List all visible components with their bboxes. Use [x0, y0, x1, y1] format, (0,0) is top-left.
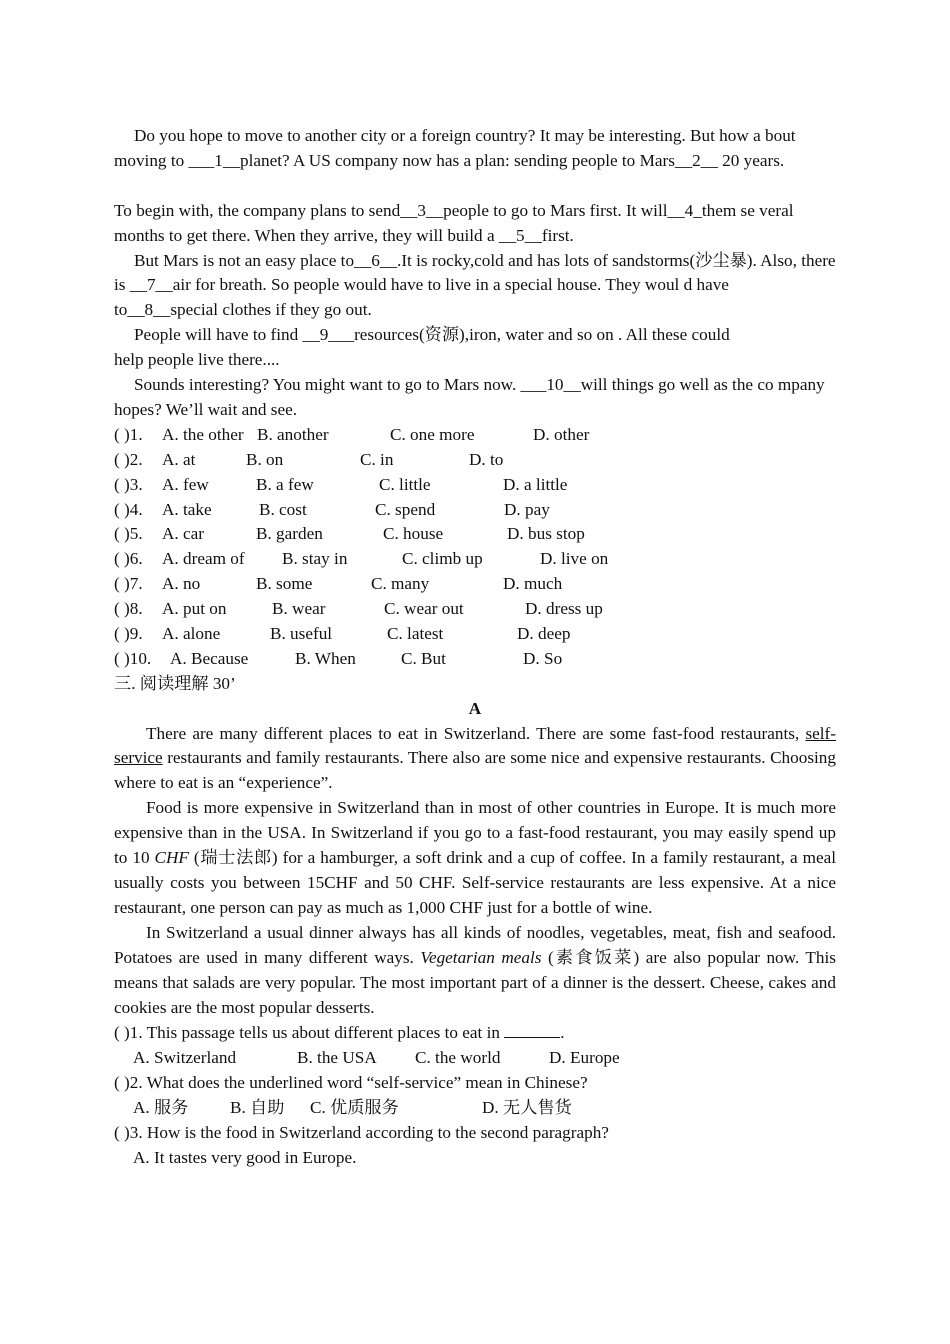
option-b: B. cost [259, 499, 307, 519]
option-d: D. Europe [549, 1048, 620, 1068]
question-number: ( )5. [114, 524, 143, 544]
section-heading: 三. 阅读理解 30’ [114, 673, 236, 693]
text-run: Food is more expensive in Switzerland than in most of other countries in Europe. It is much more expensive than in the USA. In Switzerland if you go to a fast-food restaurant, you may easily spend up to 10 [114, 798, 836, 868]
option-b: B. stay in [282, 549, 348, 569]
option-d: D. deep [517, 623, 571, 643]
question-number: ( )6. [114, 549, 143, 569]
question-number: ( )9. [114, 623, 143, 643]
italic-term: CHF [154, 848, 189, 868]
option-a: A. dream of [162, 549, 245, 569]
option-c: C. the world [415, 1048, 501, 1068]
option-d: D. to [469, 449, 504, 469]
question-text: ( )1. This passage tells us about different places to eat in [114, 1023, 505, 1043]
question-row [114, 448, 836, 473]
cloze-paragraph-4-line-2: help people live there.... [114, 350, 280, 370]
reading-paragraph-3 [114, 921, 836, 1021]
question-row [114, 547, 836, 572]
option-a: A. at [162, 449, 196, 469]
text-run: restaurants and family restaurants. There also are some nice and expensive restaurants. Choosing where to eat is an “experience”. [114, 748, 836, 793]
question-number: ( )8. [114, 599, 143, 619]
document-page [114, 124, 836, 1171]
option-b: B. When [295, 648, 356, 668]
reading-question-3-option-a: A. It tastes very good in Europe. [133, 1147, 357, 1167]
text-run: In Switzerland a usual dinner always has all kinds of noodles, vegetables, meat, fish and seafood. Potatoes are used in many different ways. [114, 922, 836, 967]
option-d: D. 无人售货 [482, 1098, 572, 1118]
option-a: A. put on [162, 599, 227, 619]
option-a: A. Because [170, 648, 249, 668]
question-row [114, 572, 836, 597]
question-row [114, 622, 836, 647]
option-c: C. spend [375, 499, 436, 519]
question-row [114, 522, 836, 547]
cloze-paragraph-2: To begin with, the company plans to send__3__people to go to Mars first. It will__4_them se veral months to get there. When they arrive, they will build a __5__first. [114, 200, 794, 245]
option-a: A. 服务 [133, 1098, 189, 1118]
question-row [114, 597, 836, 622]
option-c: C. one more [390, 424, 475, 444]
option-a: A. alone [162, 623, 221, 643]
option-b: B. some [256, 574, 313, 594]
option-b: B. on [246, 449, 284, 469]
option-c: C. house [383, 524, 444, 544]
question-number: ( )10. [114, 648, 152, 668]
reading-question-2-options [114, 1096, 836, 1121]
reading-question-1-options [114, 1046, 836, 1071]
passage-label: A [468, 698, 482, 718]
option-b: B. a few [256, 474, 314, 494]
option-c: C. climb up [402, 549, 483, 569]
question-number: ( )1. [114, 424, 143, 444]
option-c: C. But [401, 648, 446, 668]
question-row [114, 498, 836, 523]
option-d: D. dress up [525, 599, 603, 619]
question-number: ( )4. [114, 499, 143, 519]
option-d: D. live on [540, 549, 609, 569]
option-b: B. another [257, 424, 329, 444]
question-row [114, 647, 836, 672]
reading-question-3: ( )3. How is the food in Switzerland according to the second paragraph? [114, 1123, 609, 1143]
option-a: A. car [162, 524, 204, 544]
option-c: C. little [379, 474, 431, 494]
text-run: There are many different places to eat in Switzerland. There are some fast-food restaurants, [146, 723, 806, 743]
text-run: (素食饭菜) are also popular now. This means that salads are very popular. The most important part of a dinner is the dessert. Cheese, cakes and cookies are the most popular desserts. [114, 947, 836, 1017]
answer-blank [504, 1020, 560, 1038]
underlined-word: self-service [114, 723, 836, 768]
option-c: C. latest [387, 623, 444, 643]
option-a: A. Switzerland [133, 1048, 237, 1068]
cloze-paragraph-4-line-1: People will have to find __9___resources(资源),iron, water and so on . All these could [134, 325, 730, 345]
option-c: C. in [360, 449, 394, 469]
option-d: D. other [533, 424, 590, 444]
option-c: C. 优质服务 [310, 1098, 399, 1118]
option-d: D. bus stop [507, 524, 585, 544]
option-d: D. So [523, 648, 563, 668]
cloze-question-list [114, 423, 836, 672]
reading-paragraph-1 [114, 722, 836, 797]
option-d: D. pay [504, 499, 550, 519]
cloze-paragraph-5: Sounds interesting? You might want to go to Mars now. ___10__will things go well as the co mpany hopes? We’ll wait and see. [114, 375, 825, 419]
reading-question-1 [114, 1020, 836, 1046]
option-b: B. the USA [297, 1048, 377, 1068]
question-row [114, 423, 836, 448]
option-c: C. wear out [384, 599, 464, 619]
question-row [114, 473, 836, 498]
question-number: ( )2. [114, 449, 143, 469]
option-a: A. no [162, 574, 201, 594]
option-b: B. useful [270, 623, 333, 643]
spacer [114, 174, 836, 199]
option-d: D. much [503, 574, 563, 594]
question-number: ( )3. [114, 474, 143, 494]
option-a: A. few [162, 474, 209, 494]
option-b: B. wear [272, 599, 326, 619]
cloze-paragraph-3: But Mars is not an easy place to__6__.It is rocky,cold and has lots of sandstorms(沙尘暴). Also, there is __7__air for breath. So people would have to live in a special house. They woul d have to__8__special clothes if they go out. [114, 250, 836, 320]
option-a: A. the other [162, 424, 244, 444]
question-number: ( )7. [114, 574, 143, 594]
option-d: D. a little [503, 474, 568, 494]
reading-paragraph-2 [114, 796, 836, 921]
text-run: (瑞士法郎) for a hamburger, a soft drink and a cup of coffee. In a family restaurant, a meal usually costs you between 15CHF and 50 CHF. Self-service restaurants are less expensive. At a nice restaurant, one person can pay as much as 1,000 CHF just for a bottle of wine. [114, 848, 836, 917]
option-a: A. take [162, 499, 212, 519]
question-text: . [560, 1023, 565, 1043]
cloze-paragraph-1: Do you hope to move to another city or a foreign country? It may be interesting. But how a bout moving to ___1__planet? A US company now has a plan: sending people to Mars__2__ 20 years. [114, 126, 796, 170]
option-c: C. many [371, 574, 430, 594]
reading-question-2: ( )2. What does the underlined word “self-service” mean in Chinese? [114, 1073, 588, 1093]
option-b: B. garden [256, 524, 323, 544]
option-b: B. 自助 [230, 1098, 285, 1118]
italic-term: Vegetarian meals [420, 947, 542, 967]
